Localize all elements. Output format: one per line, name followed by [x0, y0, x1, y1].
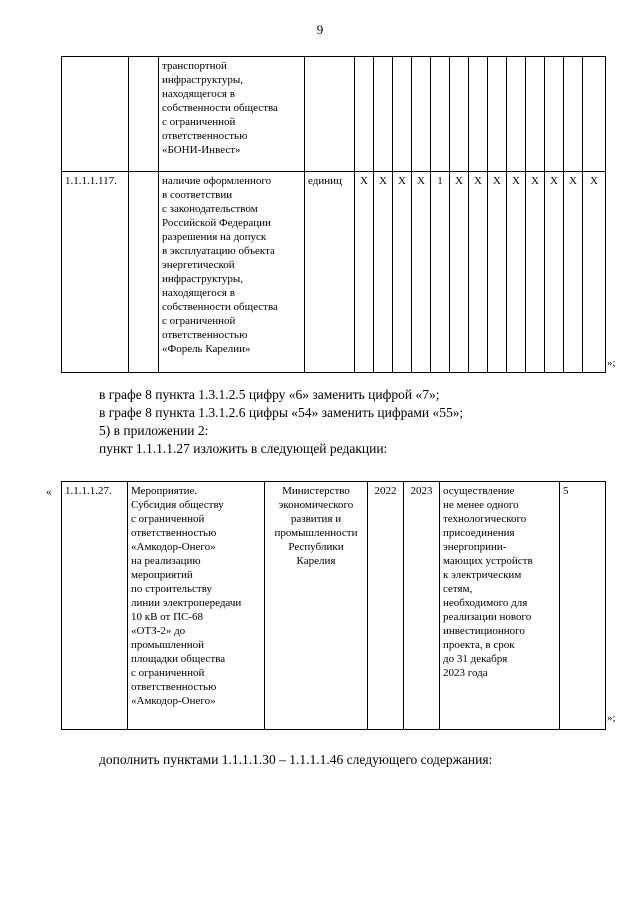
indicator-table [61, 56, 606, 373]
value-cell: Х [507, 172, 526, 373]
value-cell [488, 57, 507, 172]
value-cell: Х [412, 172, 431, 373]
indicator-text-cell: транспортной инфраструктуры, находящегося в собственности общества с ограниченной ответственностью «БОНИ-Инвест» [159, 57, 305, 172]
table-row [62, 482, 606, 730]
indicator-text-cell: наличие оформленного в соответствии с законодательством Российской Федерации разрешения на допуск в эксплуатацию объекта энергетической инфраструктуры, находящегося в собственности общества с ограниченной ответственностью «Форель Карелии» [159, 172, 305, 373]
paragraph: пункт 1.1.1.1.27 изложить в следующей редакции: [99, 441, 388, 456]
value-cell: Х [564, 172, 583, 373]
value-cell [374, 57, 393, 172]
closing-quote: »; [607, 712, 616, 724]
result-cell: осуществление не менее одного технологического присоединения энергоприни- мающих устройств к электрическим сетям, необходимого для реализации нового инвестиционного проекта, в срок до 31 декабря 2023 года [440, 482, 560, 730]
value-cell [431, 57, 450, 172]
value-cell: Х [583, 172, 606, 373]
table-row [62, 172, 606, 373]
row-number-cell: 1.1.1.1.117. [62, 172, 129, 373]
unit-cell: единиц [305, 172, 355, 373]
value-cell [526, 57, 545, 172]
year-end-cell: 2023 [404, 482, 440, 730]
empty-cell [129, 172, 159, 373]
value-cell [450, 57, 469, 172]
value-cell [469, 57, 488, 172]
value-cell: Х [469, 172, 488, 373]
value-cell: 5 [560, 482, 606, 730]
row-number-cell: 1.1.1.1.27. [62, 482, 128, 730]
value-cell: Х [488, 172, 507, 373]
closing-quote: »; [607, 357, 616, 369]
paragraph: 5) в приложении 2: [99, 423, 209, 438]
event-cell: Мероприятие. Субсидия обществу с ограниченной ответственностью «Амкодор-Онего» на реализацию мероприятий по строительству линии электропередачи 10 кВ от ПС-68 «ОТЗ-2» до промышленной площадки общества с ограниченной ответственностью «Амкодор-Онего» [128, 482, 265, 730]
empty-cell [129, 57, 159, 172]
opening-quote: « [46, 486, 52, 498]
value-cell [355, 57, 374, 172]
value-cell: Х [545, 172, 564, 373]
value-cell [583, 57, 606, 172]
paragraph: в графе 8 пункта 1.3.1.2.5 цифру «6» заменить цифрой «7»; [99, 387, 440, 402]
value-cell [412, 57, 431, 172]
value-cell: 1 [431, 172, 450, 373]
value-cell: Х [526, 172, 545, 373]
value-cell: Х [450, 172, 469, 373]
value-cell [545, 57, 564, 172]
paragraph: в графе 8 пункта 1.3.1.2.6 цифры «54» заменить цифрами «55»; [99, 405, 464, 420]
value-cell [507, 57, 526, 172]
unit-cell [305, 57, 355, 172]
row-number-cell [62, 57, 129, 172]
page-number: 9 [316, 22, 324, 37]
value-cell [564, 57, 583, 172]
measure-table [61, 481, 606, 730]
value-cell [393, 57, 412, 172]
ministry-cell: Министерство экономического развития и промышленности Республики Карелия [265, 482, 368, 730]
year-start-cell: 2022 [368, 482, 404, 730]
value-cell: Х [374, 172, 393, 373]
value-cell: Х [393, 172, 412, 373]
value-cell: Х [355, 172, 374, 373]
final-paragraph: дополнить пунктами 1.1.1.1.30 – 1.1.1.1.46 следующего содержания: [99, 752, 493, 767]
table-row [62, 57, 606, 172]
